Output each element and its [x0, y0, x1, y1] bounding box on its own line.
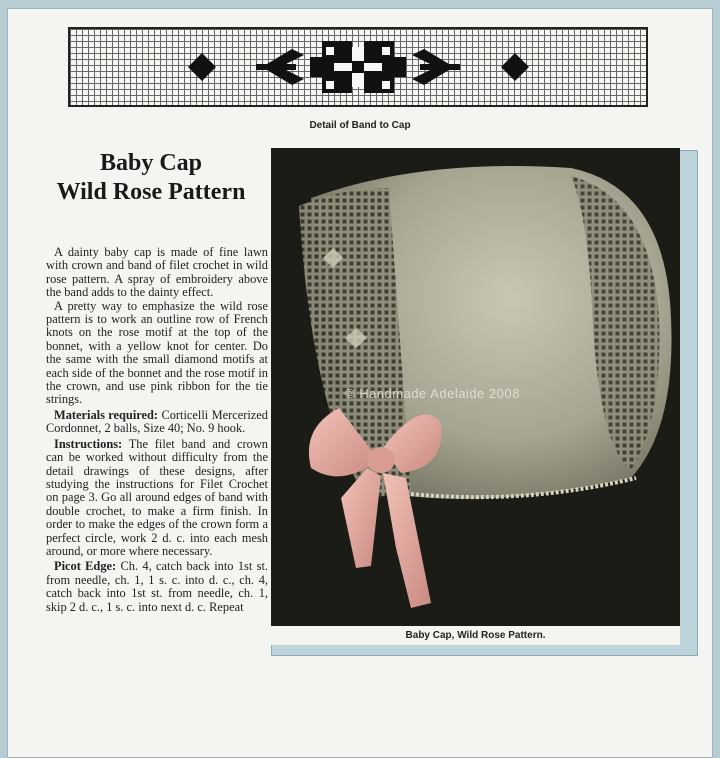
paragraph-tip: A pretty way to emphasize the wild rose pattern is to work an outline row of French knots on the rose motif at the top of the bonnet, with a yellow knot for center. Do the same with the small diamond motifs at each side of the bonnet and the rose motif in the crown, and use pink ribbon for the tie strings.: [46, 298, 268, 407]
instructions-text: The filet band and crown can be worked without difficulty from the detail drawings of these designs, after studying the instructions for Filet Crochet on page 3. Go all around edges of band with double crochet, to make a firm finish. In order to make the edges of the crown form a perfect circle, work 2 d. c. into each mesh around, or more where necessary.: [46, 436, 268, 558]
materials-label: Materials required:: [54, 407, 159, 422]
watermark: © Handmade Adelaide 2008: [345, 386, 520, 401]
band-caption: Detail of Band to Cap: [309, 120, 411, 131]
diamond-motif-left: [188, 53, 216, 81]
picot-text: Ch. 4, catch back into 1st st. from needle, ch. 1, 1 s. c. into d. c., ch. 4, catch back into 1st st. from needle, ch. 1, skip 2 d. c., 1 s. c. into next d. c. Repeat: [46, 559, 268, 614]
paragraph-intro: A dainty baby cap is made of fine lawn with crown and band of filet crochet in wild rose pattern. A spray of embroidery above the band adds to the dainty effect.: [46, 245, 268, 300]
materials-paragraph: [46, 409, 268, 436]
article-body: [46, 246, 268, 614]
materials-text: Corticelli Mercerized Cordonnet, 2 balls, Size 40; No. 9 hook.: [46, 407, 268, 436]
article-title: [36, 149, 266, 207]
diamond-motif-right: [501, 53, 529, 81]
photo-caption: Baby Cap, Wild Rose Pattern.: [271, 626, 680, 645]
title-line-1: Baby Cap: [99, 150, 203, 176]
picot-paragraph: [46, 560, 268, 614]
filet-band-chart: [68, 27, 648, 107]
instructions-paragraph: [46, 438, 268, 559]
picot-label: Picot Edge:: [54, 559, 117, 574]
rose-motif-chart: [70, 29, 646, 105]
title-line-2: Wild Rose Pattern: [56, 179, 246, 205]
instructions-label: Instructions:: [54, 436, 123, 451]
